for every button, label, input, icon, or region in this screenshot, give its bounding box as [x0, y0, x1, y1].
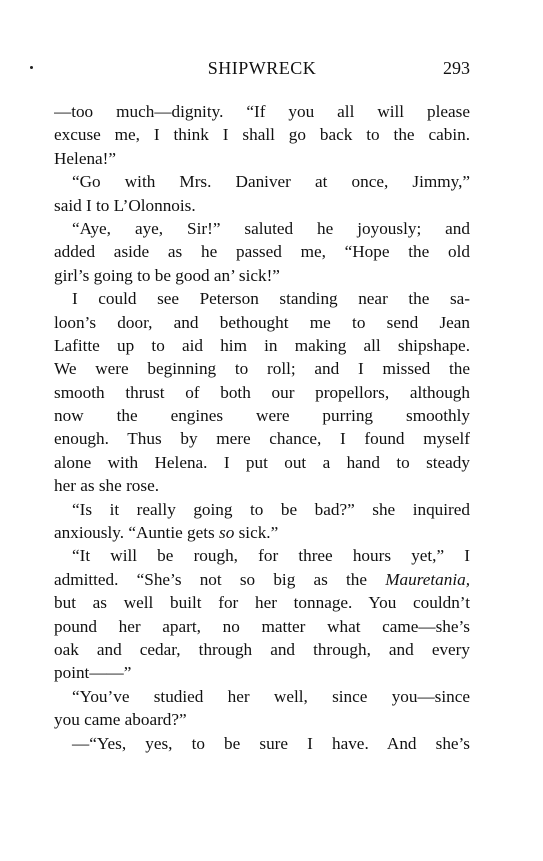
text-line: “It will be rough, for three hours yet,” I [72, 546, 470, 566]
text-line: “Aye, aye, Sir!” saluted he joyously; and [72, 218, 470, 238]
text-line: added aside as he passed me, “Hope the old [54, 242, 470, 262]
text-line: excuse me, I think I shall go back to the cabin. [54, 125, 470, 145]
text-line: “You’ve studied her well, since you—since [72, 686, 470, 706]
text-line: smooth thrust of both our propellors, although [54, 382, 470, 402]
text-line: alone with Helena. I put out a hand to steady [54, 452, 470, 472]
text-line: admitted. “She’s not so big as the Mauretania, [54, 569, 470, 589]
text-line: loon’s door, and bethought me to send Jean [54, 312, 470, 332]
text-line: We were beginning to roll; and I missed the [54, 359, 470, 379]
text-line: —“Yes, yes, to be sure I have. And she’s [72, 733, 470, 753]
ship-name: Mauretania, [385, 569, 470, 589]
text-line: oak and cedar, through and through, and every [54, 639, 470, 659]
text-line: Lafitte up to aid him in making all shipshape. [54, 335, 470, 355]
text-line: I could see Peterson standing near the sa- [72, 289, 470, 309]
body-text [54, 100, 470, 755]
text-line: but as well built for her tonnage. You couldn’t [54, 593, 470, 613]
running-head [54, 58, 470, 80]
text-line: Helena!” [54, 148, 117, 168]
text-line: —too much—dignity. “If you all will please [54, 102, 470, 121]
text-line: pound her apart, no matter what came—she’s [54, 616, 470, 636]
text-line: “Is it really going to be bad?” she inquired [72, 499, 470, 519]
text-line: enough. Thus by mere chance, I found myself [54, 429, 470, 449]
text-line: point——” [54, 663, 132, 683]
text-line: her as she rose. [54, 476, 159, 496]
text-line: now the engines were purring smoothly [54, 406, 470, 426]
text-line: said I to L’Olonnois. [54, 195, 196, 215]
text-line: anxiously. “Auntie gets so sick.” [54, 523, 279, 543]
emphasis: so [219, 523, 235, 543]
text-line: “Go with Mrs. Daniver at once, Jimmy,” [72, 172, 470, 192]
chapter-title: SHIPWRECK [207, 58, 317, 78]
text-line: girl’s going to be good an’ sick!” [54, 265, 280, 285]
margin-mark [30, 66, 33, 69]
text-line: you came aboard?” [54, 710, 187, 730]
page-number: 293 [443, 58, 470, 78]
